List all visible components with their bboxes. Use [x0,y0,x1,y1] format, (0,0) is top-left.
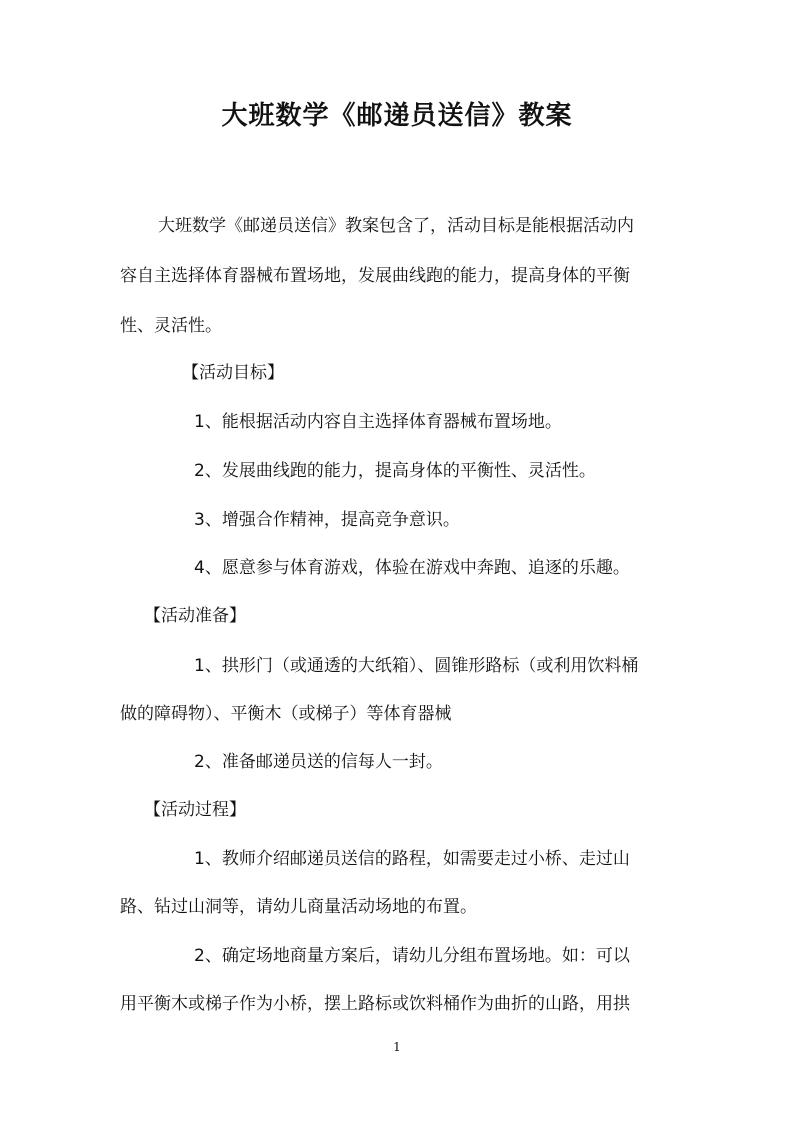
section-heading-goals: 【活动目标】 [182,363,284,383]
list-item: 1、拱形门（或通透的大纸箱）、圆锥形路标（或利用饮料桶 [194,656,639,676]
list-item: 2、发展曲线跑的能力，提高身体的平衡性、灵活性。 [194,461,596,481]
paragraph-line: 做的障碍物）、平衡木（或梯子）等体育器械 [120,704,452,724]
section-heading-process: 【活动过程】 [144,800,246,820]
paragraph-line: 大班数学《邮递员送信》教案包含了，活动目标是能根据活动内 [158,216,634,236]
list-item: 1、能根据活动内容自主选择体育器械布置场地。 [194,412,562,432]
list-item: 2、准备邮递员送的信每人一封。 [194,752,443,772]
page-number: 1 [393,1040,401,1054]
list-item: 1、教师介绍邮递员送信的路程，如需要走过小桥、走过山 [194,849,630,869]
document-title: 大班数学《邮递员送信》教案 [221,101,573,131]
list-item: 3、增强合作精神，提高竞争意识。 [194,510,460,530]
section-heading-preparation: 【活动准备】 [144,606,246,626]
paragraph-line: 路、钻过山洞等，请幼儿商量活动场地的布置。 [120,897,477,917]
list-item: 4、愿意参与体育游戏，体验在游戏中奔跑、追逐的乐趣。 [194,558,630,578]
list-item: 2、确定场地商量方案后，请幼儿分组布置场地。如：可以 [194,946,630,966]
paragraph-line: 用平衡木或梯子作为小桥，摆上路标或饮料桶作为曲折的山路，用拱 [120,994,630,1014]
paragraph-line: 容自主选择体育器械布置场地，发展曲线跑的能力，提高身体的平衡 [120,266,630,286]
paragraph-line: 性、灵活性。 [120,316,222,336]
